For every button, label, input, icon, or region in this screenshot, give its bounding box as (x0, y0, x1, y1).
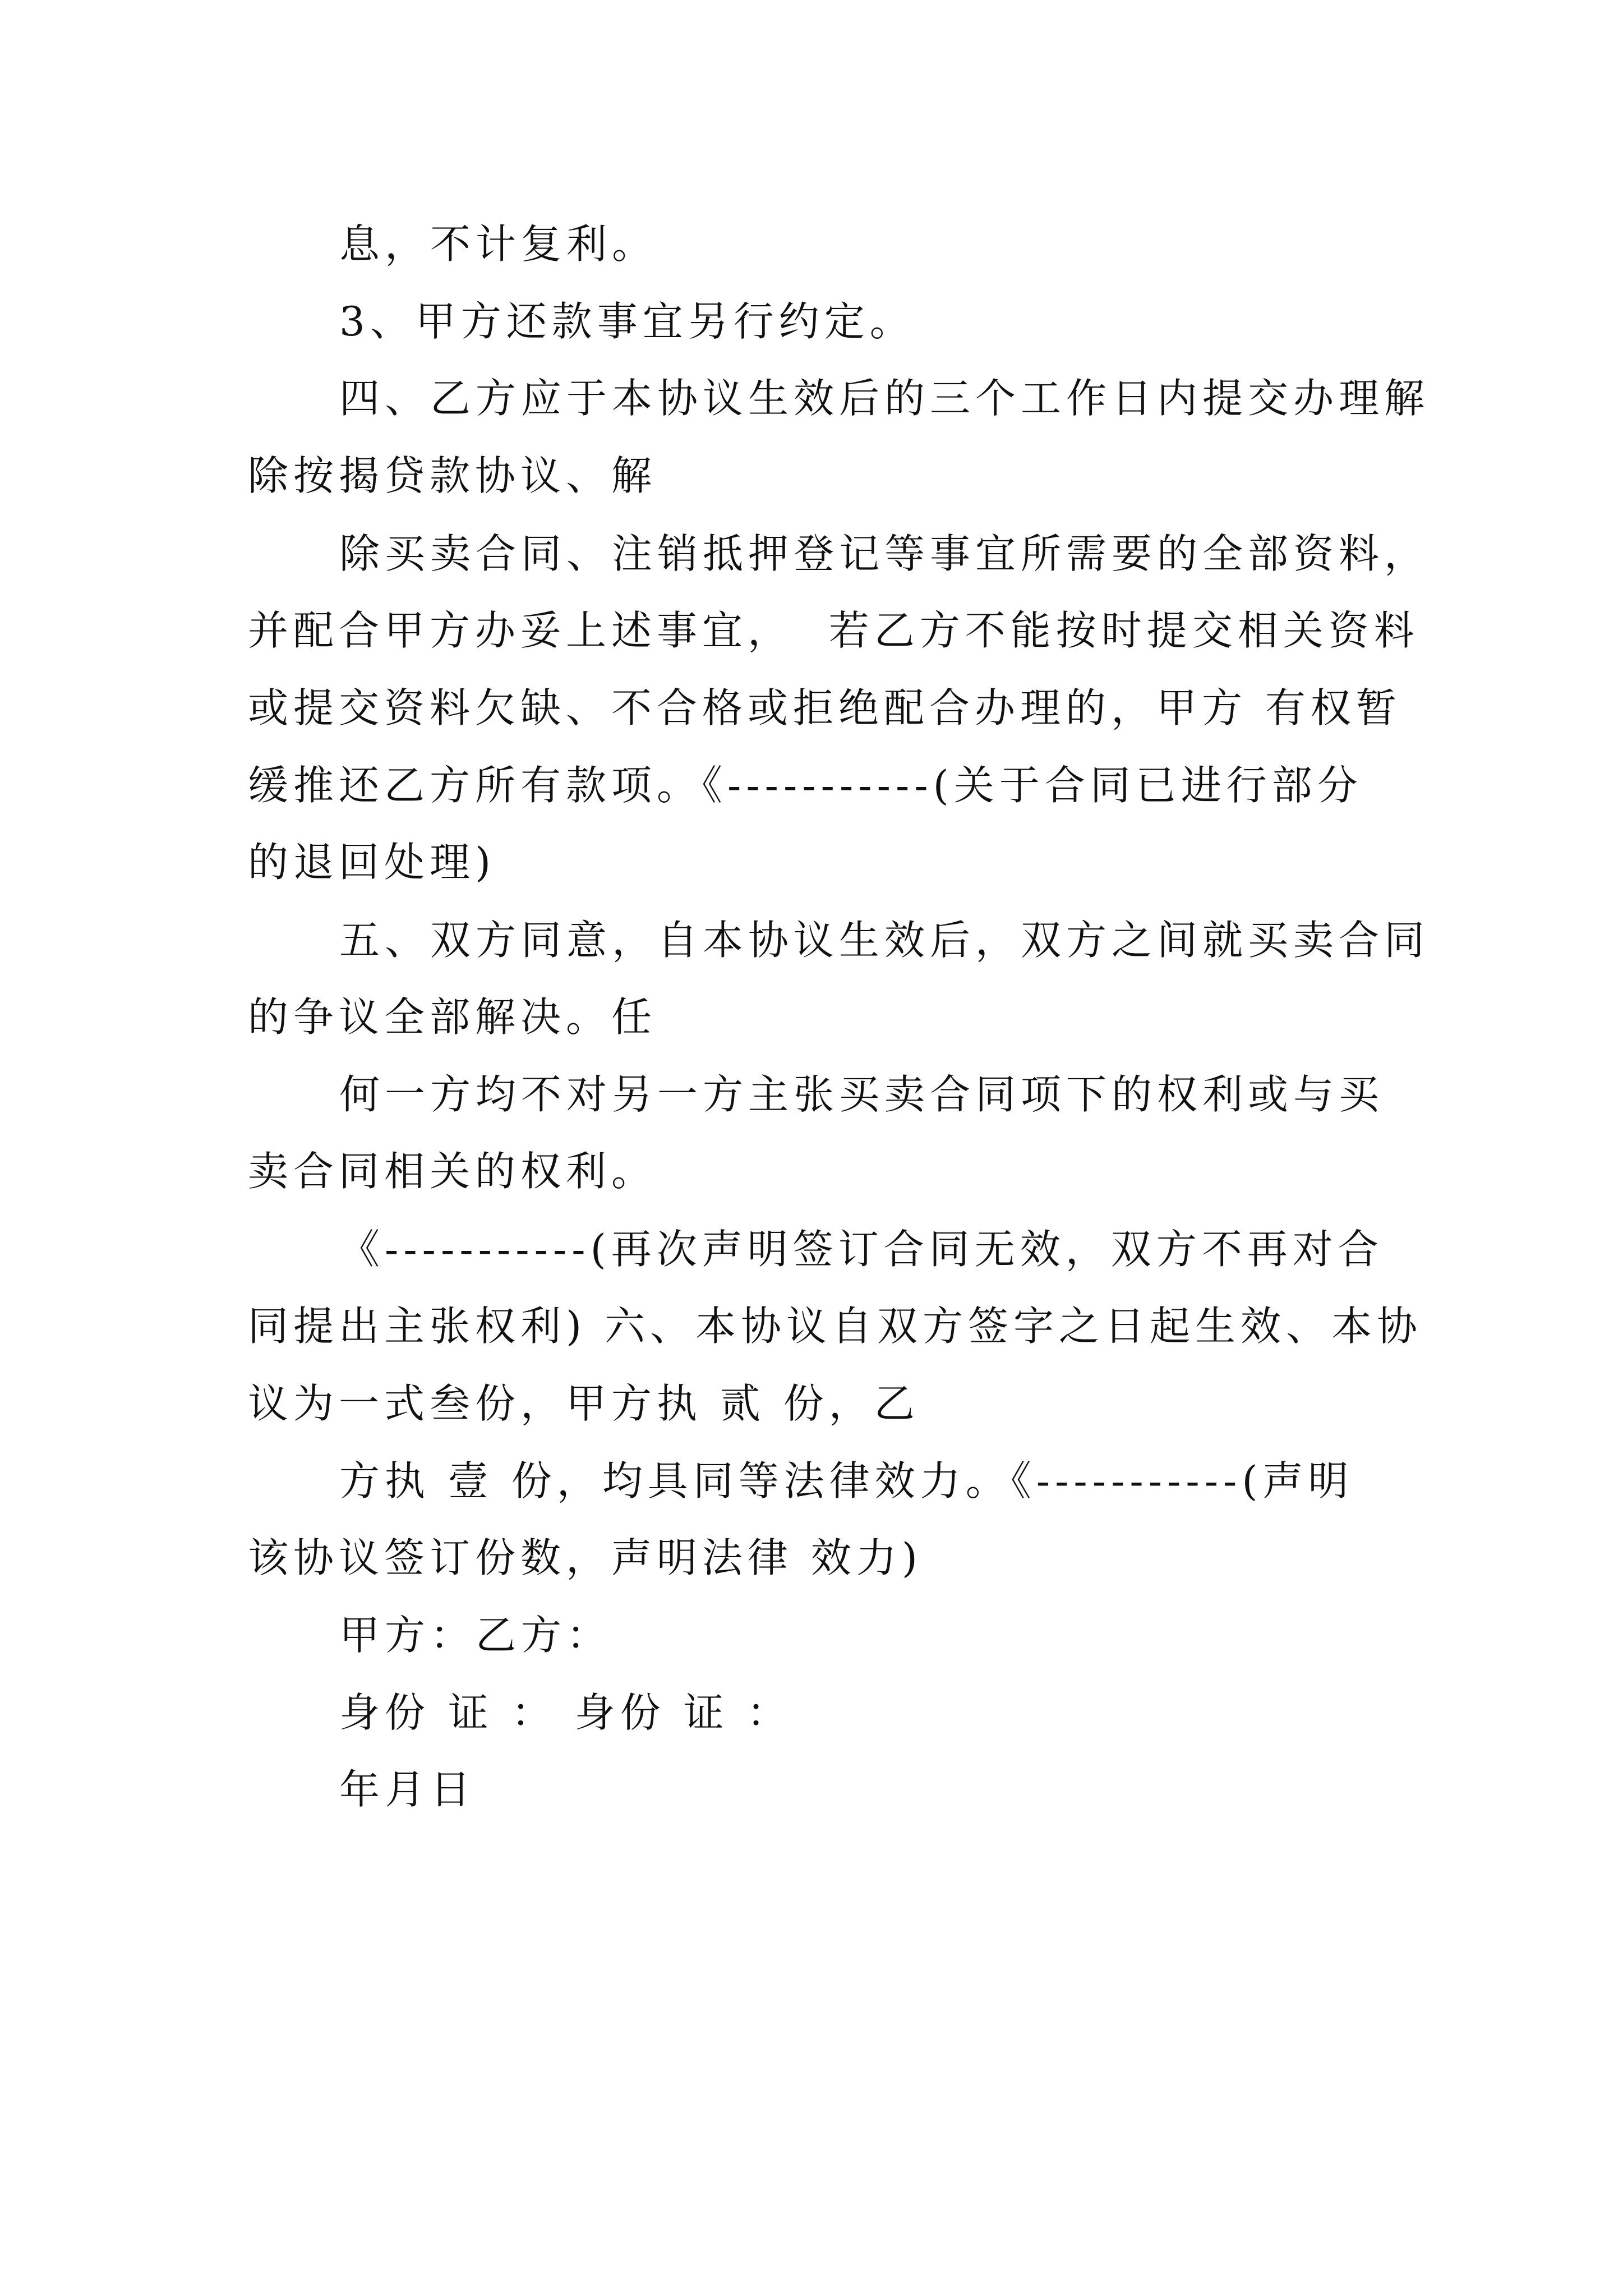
text-line: 并配合甲方办妥上述事宜， 若乙方不能按时提交相关资料 (248, 607, 1419, 654)
text-line: 的争议全部解决。任 (248, 993, 657, 1041)
text-line: 方执 壹 份，均具同等法律效力。《-----------(声明 (339, 1457, 1354, 1504)
text-line: 五、双方同意，自本协议生效后，双方之间就买卖合同 (339, 917, 1430, 964)
text-line: 四、乙方应于本协议生效后的三个工作日内提交办理解 (339, 375, 1430, 422)
text-line: 缓推还乙方所有款项。《-----------(关于合同已进行部分 (248, 762, 1363, 809)
text-line: 的退回处理) (248, 839, 496, 886)
text-line: 《-----------(再次声明签订合同无效，双方不再对合 (339, 1226, 1384, 1273)
text-line: 该协议签订份数，声明法律 效力) (248, 1534, 923, 1581)
text-line: 或提交资料欠缺、不合格或拒绝配合办理的，甲方 有权暂 (248, 684, 1401, 731)
text-line: 议为一式叁份，甲方执 贰 份，乙 (248, 1380, 920, 1427)
text-line: 3、甲方还款事宜另行约定。 (339, 298, 915, 345)
text-line: 息，不计复利。 (339, 220, 658, 268)
text-line: 除按揭贷款协议、解 (248, 452, 657, 499)
text-line: 除买卖合同、注销抵押登记等事宜所需要的全部资料， (339, 530, 1430, 577)
text-line: 何一方均不对另一方主张买卖合同项下的权利或与买 (339, 1071, 1385, 1118)
text-line: 卖合同相关的权利。 (248, 1148, 657, 1195)
date-line: 年月日 (339, 1766, 476, 1813)
signature-parties-line: 甲方：乙方： (339, 1612, 612, 1659)
id-card-line: 身份 证 ： 身份 证 ： (339, 1689, 792, 1736)
text-line: 同提出主张权利) 六、本协议自双方签字之日起生效、本协 (248, 1303, 1422, 1350)
